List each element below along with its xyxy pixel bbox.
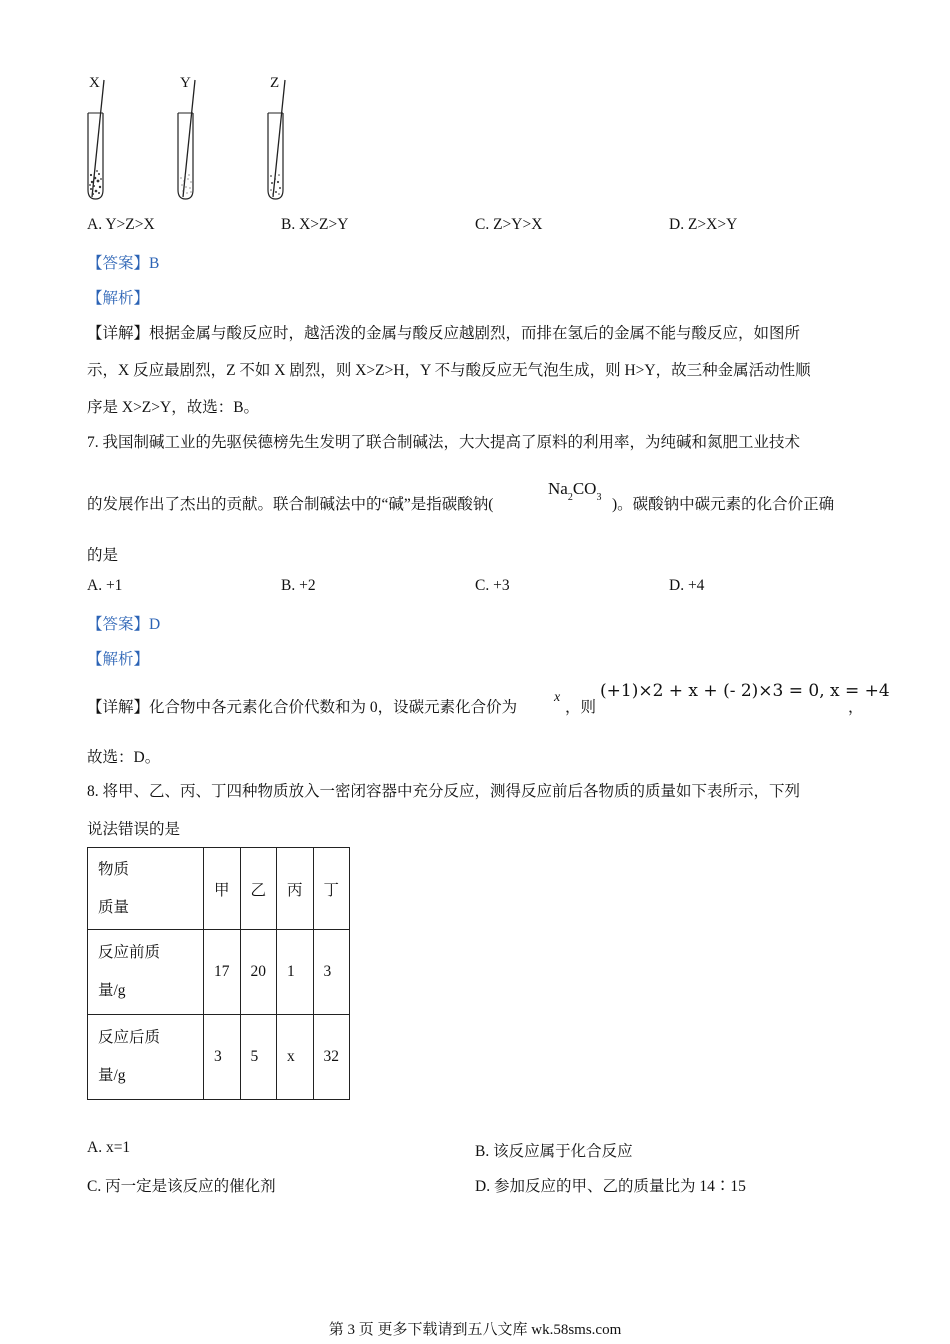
cell-after-jia: 3 xyxy=(204,1015,241,1100)
tube-z-icon xyxy=(268,80,285,199)
q7-detail-end: ， xyxy=(848,699,864,716)
formula-subscript-3: 3 xyxy=(596,492,602,503)
page-footer: 第 3 页 更多下载请到五八文库 wk.58sms.com xyxy=(328,1322,622,1338)
row-label-line-2: 量/g xyxy=(98,982,126,999)
q7-line2-pre: 的发展作出了杰出的贡献。联合制碱法中的“碱”是指碳酸钠( xyxy=(87,496,494,513)
q7-analysis-label: 【解析】 xyxy=(87,651,150,668)
formula-subscript-2: 2 xyxy=(567,492,573,503)
column-ding: 丁 xyxy=(313,848,350,930)
cell-before-ding: 3 xyxy=(313,930,350,1015)
tube-label-z: Z xyxy=(270,75,280,91)
header-line-1: 物质 xyxy=(98,860,130,878)
cell-before-yi: 20 xyxy=(240,930,277,1015)
table-row xyxy=(88,1015,350,1100)
q7-option-b: B. +2 xyxy=(281,577,316,594)
sodium-carbonate-formula xyxy=(548,479,602,503)
table-row xyxy=(88,930,350,1015)
formula-co: CO xyxy=(572,479,597,498)
q7-detail-variable: x xyxy=(554,690,561,705)
column-bing: 丙 xyxy=(277,848,314,930)
q7-option-d: D. +4 xyxy=(669,577,705,594)
row-label-line-1: 反应前质 xyxy=(98,944,161,961)
tube-label-y: Y xyxy=(180,75,191,91)
q6-answer xyxy=(87,251,159,273)
header-line-2: 质量 xyxy=(98,898,130,916)
q7-conclusion: 故选：D。 xyxy=(87,749,161,766)
q6-option-b: B. X>Z>Y xyxy=(281,216,349,233)
test-tubes-drawing xyxy=(80,75,310,205)
q7-option-a: A. +1 xyxy=(87,577,123,594)
q8-option-c: C. 丙一定是该反应的催化剂 xyxy=(87,1178,276,1195)
q7-question-line-2 xyxy=(87,492,493,514)
cell-before-jia: 17 xyxy=(204,930,241,1015)
tube-y-icon xyxy=(178,80,195,199)
column-yi: 乙 xyxy=(240,848,277,930)
formula-na: Na xyxy=(548,479,568,498)
q8-question-line-1: 8. 将甲、乙、丙、丁四种物质放入一密闭容器中充分反应，测得反应前后各物质的质量如下表所示，下列 xyxy=(87,783,801,800)
table-header-cell xyxy=(88,848,204,930)
table-header-row xyxy=(88,848,350,930)
row-label-before xyxy=(88,930,204,1015)
cell-after-bing: x xyxy=(277,1015,314,1100)
q6-answer-text: 【答案】B xyxy=(87,255,160,272)
row-label-line-2: 量/g xyxy=(98,1067,126,1084)
q6-option-a: A. Y>Z>X xyxy=(87,216,155,233)
row-label-line-1: 反应后质 xyxy=(98,1029,161,1046)
q7-detail-text: 【详解】化合物中各元素化合价代数和为 0，设碳元素化合价为 xyxy=(87,699,518,716)
tube-x-icon xyxy=(88,80,104,199)
q8-option-b: B. 该反应属于化合反应 xyxy=(475,1143,633,1160)
row-label-after xyxy=(88,1015,204,1100)
q7-answer: 【答案】D xyxy=(87,616,161,633)
tube-label-x: X xyxy=(89,75,100,91)
q6-option-d: D. Z>X>Y xyxy=(669,216,738,233)
q7-question-line-3: 的是 xyxy=(87,547,119,564)
q6-analysis-label: 【解析】 xyxy=(87,290,150,307)
cell-after-ding: 32 xyxy=(313,1015,350,1100)
q6-detail-line-3: 序是 X>Z>Y，故选：B。 xyxy=(87,399,260,416)
q7-line2-post: )。碳酸钠中碳元素的化合价正确 xyxy=(612,496,835,513)
cell-before-bing: 1 xyxy=(277,930,314,1015)
mass-table xyxy=(87,847,350,1100)
q6-detail-line-2: 示，X 反应最剧烈，Z 不如 X 剧烈，则 X>Z>H，Y 不与酸反应无气泡生成，则 H>Y，故三种金属活动性顺 xyxy=(87,362,811,379)
cell-after-yi: 5 xyxy=(240,1015,277,1100)
q6-detail-line-1: 【详解】根据金属与酸反应时，越活泼的金属与酸反应越剧烈，而排在氢后的金属不能与酸反应，如图所 xyxy=(87,325,801,342)
q8-question-line-2: 说法错误的是 xyxy=(87,821,181,838)
q7-equation: (+1)×2 + x + (- 2)×3 = 0, x = +4 xyxy=(600,681,890,701)
q7-detail-mid: ，则 xyxy=(565,699,597,716)
q7-question-line-1: 7. 我国制碱工业的先驱侯德榜先生发明了联合制碱法，大大提高了原料的利用率，为纯碱和氮肥工业技术 xyxy=(87,434,801,451)
column-jia: 甲 xyxy=(204,848,241,930)
q8-option-d: D. 参加反应的甲、乙的质量比为 14∶15 xyxy=(475,1178,746,1195)
q7-option-c: C. +3 xyxy=(475,577,510,594)
q8-option-a: A. x=1 xyxy=(87,1139,131,1156)
q6-option-c: C. Z>Y>X xyxy=(475,216,543,233)
